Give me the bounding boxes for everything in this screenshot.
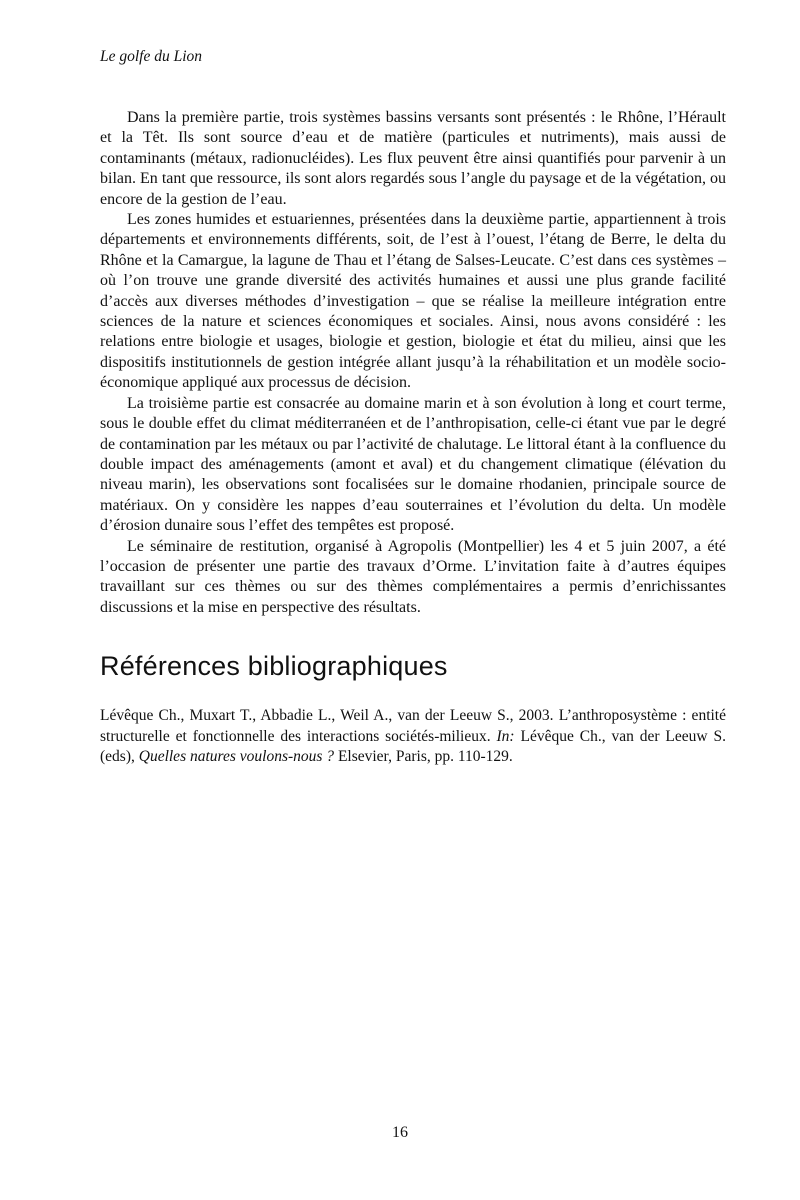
body-text bbox=[100, 108, 726, 618]
paragraph-3: La troisième partie est consacrée au domaine marin et à son évolution à long et court terme, sous le double effet du climat méditerranéen et de l’anthropisation, celle-ci étant vue par le degré de contamination par les métaux ou par l’activité de chalutage. Le littoral étant à la confluence du double impact des aménagements (amont et aval) et du changement climatique (élévation du niveau marin), les observations sont focalisées sur le domaine rhodanien, principale source de matériaux. On y considère les nappes d’eau souterraines et l’évolution du delta. Un modèle d’érosion dunaire sous l’effet des tempêtes est proposé. bbox=[100, 394, 726, 535]
reference-italic-title: Quelles natures voulons-nous ? bbox=[138, 747, 335, 765]
reference-text-part2: Lévêque Ch., van der Leeuw S. (eds), bbox=[100, 727, 726, 765]
section-heading: Références bibliographiques bbox=[100, 651, 448, 682]
paragraph-1: Dans la première partie, trois systèmes bassins versants sont présentés : le Rhône, l’Hérault et la Têt. Ils sont source d’eau et de matière (particules et nutriments), mais aussi de contaminants (métaux, radionucléides). Les flux peuvent être ainsi quantifiés pour parvenir à un bilan. En tant que ressource, ils sont alors regardés sous l’angle du paysage et de la végétation, ou encore de la gestion de l’eau. bbox=[100, 109, 726, 208]
paragraph-2: Les zones humides et estuariennes, présentées dans la deuxième partie, appartiennent à trois départements et environnements différents, soit, de l’est à l’ouest, l’étang de Berre, le delta du Rhône et la Camargue, la lagune de Thau et l’étang de Salses-Leucate. C’est dans ces systèmes – où l’on trouve une grande diversité des activités humaines et aussi une plus grande facilité d’accès aux diverses méthodes d’investigation – que se réalise la meilleure intégration entre sciences de la nature et sciences économiques et sociales. Ainsi, nous avons considéré : les relations entre biologie et usages, biologie et gestion, biologie et état du milieu, ainsi que les dispositifs institutionnels de gestion intégrée allant jusqu’à la réhabilitation et un modèle socio-économique appliqué aux processus de décision. bbox=[100, 211, 726, 392]
reference-in-label: In: bbox=[496, 727, 515, 745]
reference-entry bbox=[100, 706, 726, 767]
reference-text-part3: Elsevier, Paris, pp. 110-129. bbox=[334, 747, 513, 765]
running-header: Le golfe du Lion bbox=[100, 48, 203, 65]
paragraph-4: Le séminaire de restitution, organisé à Agropolis (Montpellier) les 4 et 5 juin 2007, a été l’occasion de présenter une partie des travaux d’Orme. L’invitation faite à d’autres équipes travaillant sur ces thèmes ou sur des thèmes complémentaires a permis d’enrichissantes discussions et la mise en perspective des résultats. bbox=[100, 537, 726, 616]
reference-text-part1: Lévêque Ch., Muxart T., Abbadie L., Weil A., van der Leeuw S., 2003. L’anthroposystème : entité structurelle et fonctionnelle des interactions sociétés-milieux. bbox=[100, 707, 726, 745]
page-number: 16 bbox=[392, 1124, 408, 1141]
